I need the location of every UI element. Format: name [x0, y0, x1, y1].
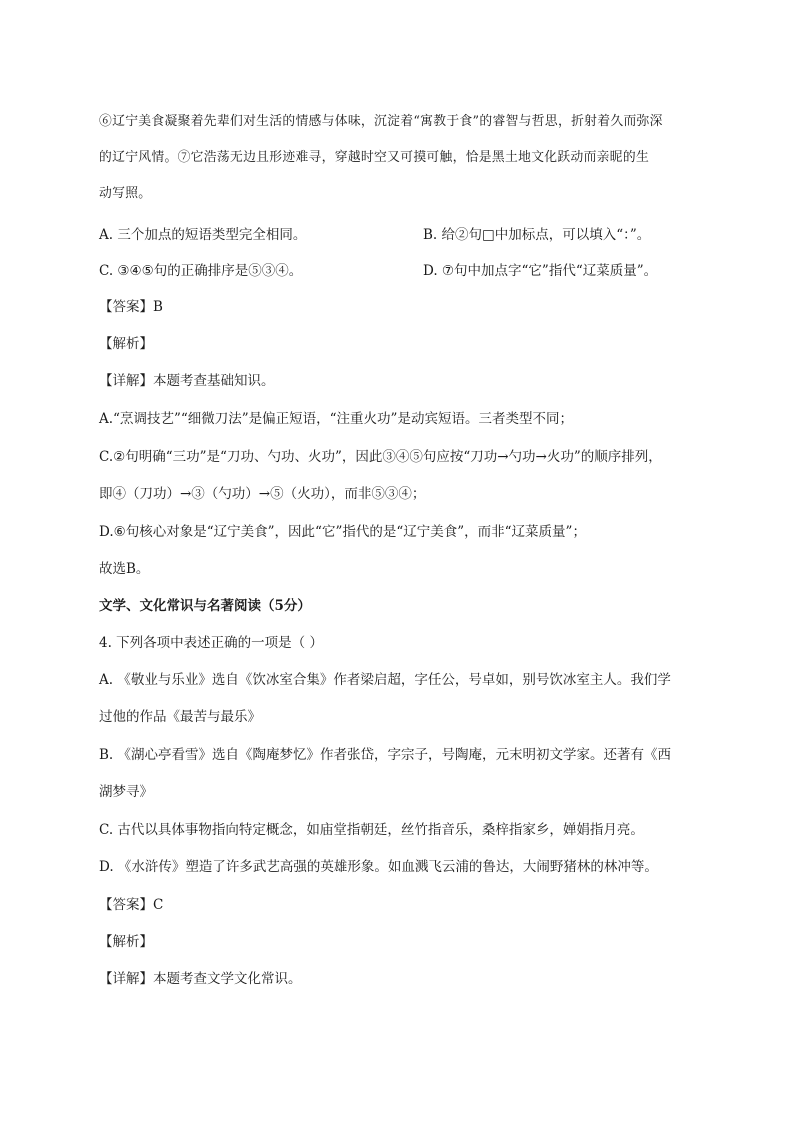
q3-analysis-label: 【解析】 [99, 336, 153, 352]
q3-option-d: D. ⑦句中加点字“它”指代“辽菜质量”。 [423, 263, 658, 279]
q3-option-a: A. 三个加点的短语类型完全相同。 [99, 227, 307, 243]
passage-line-3: 动写照。 [99, 186, 152, 201]
q4-option-line: A. 《敬业与乐业》选自《饮冰室合集》作者梁启超，字任公，号卓如，别号饮冰室主人。我们学 [99, 672, 671, 688]
q3-answer: 【答案】B [99, 299, 163, 315]
q4-option-line: C. 古代以具体事物指向特定概念，如庙堂指朝廷，丝竹指音乐，桑梓指家乡，婵娟指月亮。 [99, 822, 644, 838]
q4-answer: 【答案】C [99, 897, 164, 913]
q3-explanation-line: A.“烹调技艺”“细微刀法”是偏正短语，“注重火功”是动宾短语。三者类型不同； [99, 411, 573, 427]
q3-explanation-line: 故选B。 [99, 561, 150, 577]
q4-detail: 【详解】本题考查文学文化常识。 [99, 971, 302, 987]
section-title: 文学、文化常识与名著阅读（5分） [99, 598, 311, 614]
passage-line-2: 的辽宁风情。⑦它浩荡无边且形迹难寻，穿越时空又可摸可触，恰是黑土地文化跃动而亲昵的生 [99, 150, 650, 165]
q4-option-line: B. 《湖心亭看雪》选自《陶庵梦忆》作者张岱，字宗子，号陶庵，元末明初文学家。还著有《西 [99, 747, 672, 763]
q4-option-line: 过他的作品《最苦与最乐》 [99, 709, 261, 725]
q3-option-c: C. ③④⑤句的正确排序是⑤③④。 [99, 263, 303, 279]
q3-option-b: B. 给②句□中加标点，可以填入“：”。 [423, 227, 651, 243]
q3-detail: 【详解】本题考查基础知识。 [99, 373, 275, 389]
passage-line-1: ⑥辽宁美食凝聚着先辈们对生活的情感与体味，沉淀着“寓教于食”的睿智与哲思，折射着久而弥深 [99, 114, 663, 129]
q4-option-line: 湖梦寻》 [99, 784, 153, 800]
q4-option-line: D. 《水浒传》塑造了许多武艺高强的英雄形象。如血溅飞云浦的鲁达，大闹野猪林的林冲等。 [99, 859, 658, 875]
q3-explanation-line: C.②句明确“三功”是“刀功、勺功、火功”，因此③④⑤句应按“刀功→勺功→火功”的顺序排列， [99, 449, 662, 465]
q4-stem: 4. 下列各项中表述正确的一项是（ ） [99, 635, 323, 651]
q3-explanation-line: D.⑥句核心对象是“辽宁美食”，因此“它”指代的是“辽宁美食”，而非“辽菜质量”； [99, 524, 586, 540]
q4-analysis-label: 【解析】 [99, 934, 153, 950]
q3-explanation-line: 即④（刀功）→③（勺功）→⑤（火功），而非⑤③④； [99, 486, 426, 502]
